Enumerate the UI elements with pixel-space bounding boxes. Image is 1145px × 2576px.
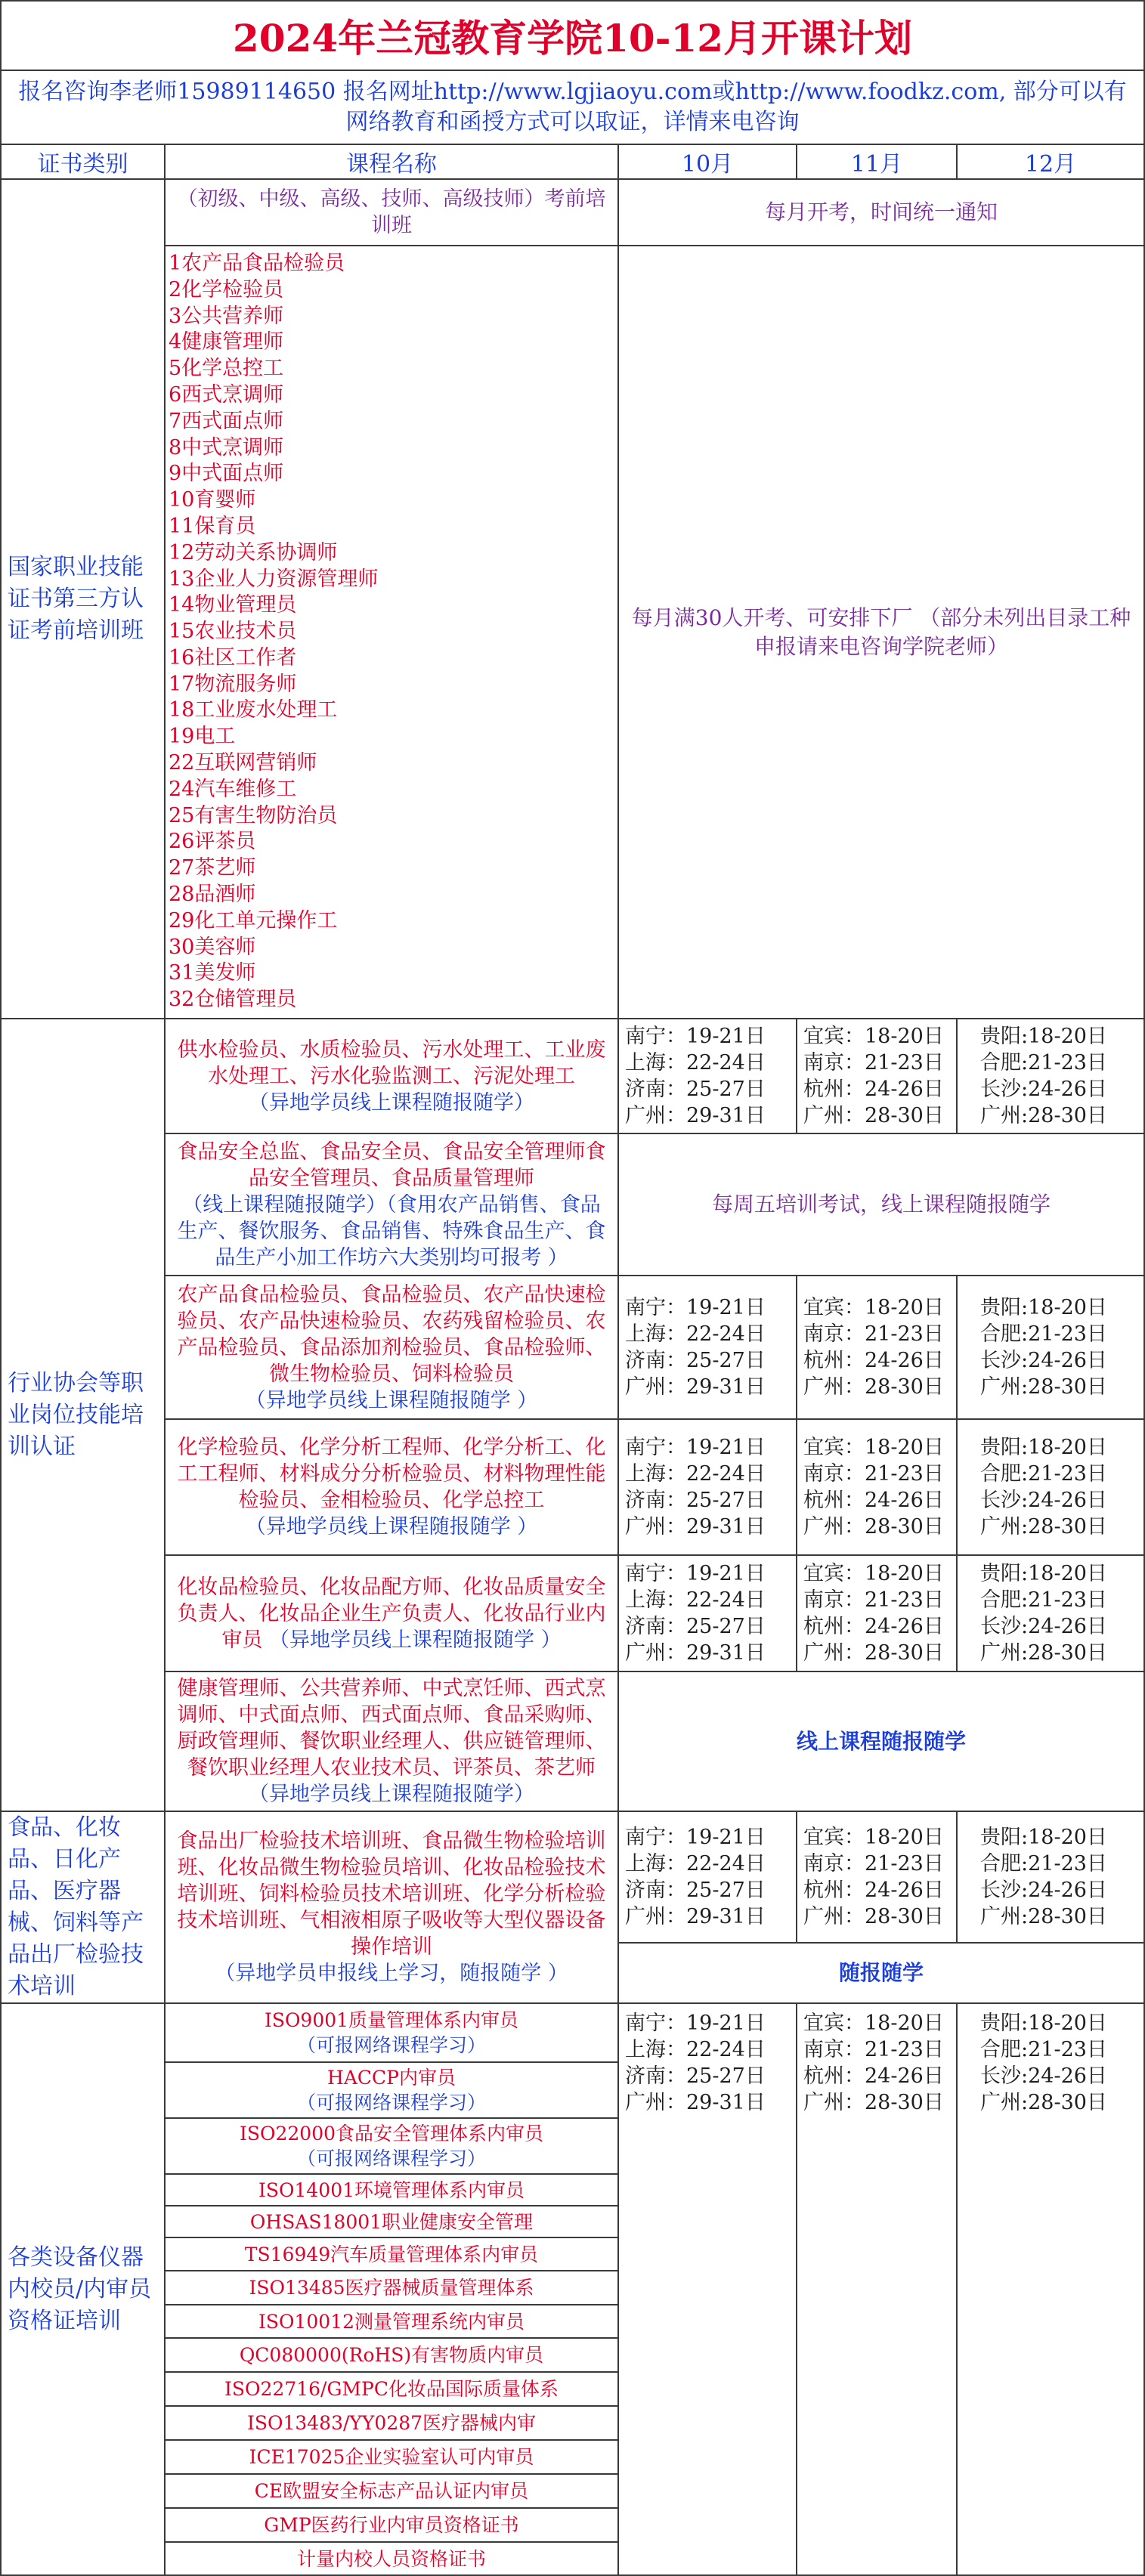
schedule-dec — [957, 1276, 1144, 1419]
course-remark: （可报网络课程学习） — [296, 2092, 486, 2114]
schedule-entry: 杭州：24-26日 — [803, 1878, 944, 1902]
equipment-course — [165, 2118, 618, 2174]
equipment-course: 计量内校人员资格证书 — [165, 2542, 618, 2575]
industry-health-note: 线上课程随报随学 — [618, 1671, 1144, 1811]
schedule-entry: 贵阳:18-20日 — [980, 1296, 1107, 1319]
schedule-entry: 贵阳:18-20日 — [980, 1025, 1107, 1048]
course-item: 16社区工作者 — [169, 645, 297, 670]
course-item: 7西式面点师 — [169, 409, 284, 433]
course-item: 8中式烹调师 — [169, 435, 284, 459]
schedule-entry: 宜宾：18-20日 — [803, 2012, 944, 2035]
schedule-entry: 广州：28-30日 — [803, 1515, 944, 1538]
schedule-entry: 合肥:21-23日 — [980, 1851, 1107, 1876]
course-item: 30美容师 — [169, 935, 256, 959]
course-item: 3公共营养师 — [169, 304, 284, 328]
contact-info: 报名咨询李老师15989114650 报名网址http://www.lgjiaoyu.com或http://www.foodkz.com, 部分可以有网络教育和函授方式可以取证，详情来电咨询 — [1, 70, 1144, 144]
schedule-entry: 合肥:21-23日 — [980, 1462, 1107, 1486]
schedule-entry: 长沙:24-26日 — [980, 1615, 1107, 1638]
category-industry: 行业协会等职业岗位技能培训认证 — [1, 1019, 165, 1811]
schedule-entry: 广州：29-31日 — [625, 2091, 766, 2114]
course-remark: （异地学员申报线上学习，随报随学 ） — [215, 1962, 568, 1985]
schedule-entry: 广州：28-30日 — [803, 1904, 944, 1928]
schedule-oct — [618, 1555, 797, 1671]
schedule-entry: 杭州：24-26日 — [803, 1349, 944, 1372]
industry-food-safety-note: 每周五培训考试，线上课程随报随学 — [618, 1133, 1144, 1276]
schedule-entry: 合肥:21-23日 — [980, 1322, 1107, 1346]
course-item: 31美发师 — [169, 961, 256, 985]
schedule-entry: 上海：22-24日 — [625, 2038, 766, 2061]
schedule-entry: 南宁：19-21日 — [625, 2012, 766, 2035]
product-course — [165, 1811, 618, 2003]
schedule-entry: 广州:28-30日 — [980, 1904, 1107, 1928]
course-name: 健康管理师、公共营养师、中式烹饪师、西式烹调师、中式面点师、西式面点师、食品采购师、厨政管理师、餐饮职业经理人、供应链管理师、餐饮职业经理人农业技术员、评茶员、茶艺师 — [177, 1677, 606, 1780]
header-nov: 11月 — [797, 144, 957, 179]
course-item: 6西式烹调师 — [169, 382, 284, 407]
equipment-course: CE欧盟安全标志产品认证内审员 — [165, 2474, 618, 2508]
header-category: 证书类别 — [1, 144, 165, 179]
schedule-entry: 合肥:21-23日 — [980, 1588, 1107, 1612]
course-name: 化学检验员、化学分析工程师、化学分析工、化工工程师、材料成分分析检验员、材料物理性能检验员、金相检验员、化学总控工 — [177, 1436, 606, 1512]
schedule-oct — [618, 1419, 797, 1555]
course-remark: （异地学员线上课程随报随学 ） — [269, 1628, 562, 1652]
schedule-entry: 上海：22-24日 — [625, 1462, 766, 1486]
equipment-course: ISO10012测量管理系统内审员 — [165, 2305, 618, 2338]
national-level-course: （初级、中级、高级、技师、高级技师）考前培训班 — [165, 179, 618, 246]
schedule-entry: 广州：28-30日 — [803, 1641, 944, 1665]
header-course: 课程名称 — [165, 144, 618, 179]
schedule-entry: 贵阳:18-20日 — [980, 2012, 1107, 2035]
course-remark: （异地学员线上课程随报随学） — [249, 1090, 534, 1115]
schedule-entry: 合肥:21-23日 — [980, 1051, 1107, 1075]
schedule-entry: 杭州：24-26日 — [803, 1489, 944, 1512]
equipment-course: ISO13485医疗器械质量管理体系 — [165, 2271, 618, 2305]
course-item: 2化学检验员 — [169, 277, 284, 302]
course-item: 27茶艺师 — [169, 856, 256, 880]
equipment-course: ISO13483/YY0287医疗器械内审 — [165, 2406, 618, 2440]
schedule-entry: 广州:28-30日 — [980, 1375, 1107, 1399]
schedule-entry: 广州:28-30日 — [980, 2091, 1107, 2114]
schedule-entry: 广州:28-30日 — [980, 1641, 1107, 1665]
course-name: 化妆品检验员、化妆品配方师、化妆品质量安全负责人、化妆品企业生产负责人、化妆品行业内审员 — [177, 1575, 606, 1652]
course-name: ISO9001质量管理体系内审员 — [264, 2009, 519, 2031]
schedule-entry: 宜宾：18-20日 — [803, 1436, 944, 1459]
schedule-entry: 广州：28-30日 — [803, 2091, 944, 2114]
course-item: 5化学总控工 — [169, 357, 284, 381]
course-remark: （异地学员线上课程随报随学 ） — [245, 1515, 538, 1538]
course-item: 10育婴师 — [169, 488, 256, 512]
course-remark: （异地学员线上课程随报随学 ） — [245, 1388, 538, 1412]
schedule-oct — [618, 1811, 797, 1943]
schedule-entry: 广州：28-30日 — [803, 1104, 944, 1127]
page-title: 2024年兰冠教育学院10-12月开课计划 — [1, 1, 1144, 70]
course-item: 26评茶员 — [169, 830, 256, 854]
schedule-entry: 长沙:24-26日 — [980, 1349, 1107, 1372]
schedule-entry: 宜宾：18-20日 — [803, 1025, 944, 1048]
course-item: 19电工 — [169, 725, 236, 749]
equipment-course: GMP医药行业内审员资格证书 — [165, 2508, 618, 2542]
schedule-entry: 杭州：24-26日 — [803, 1078, 944, 1101]
course-item: 15农业技术员 — [169, 620, 297, 644]
course-item: 32仓储管理员 — [169, 988, 297, 1012]
national-courses-note: 每月满30人开考、可安排下厂 （部分未列出目录工种申报请来电咨询学院老师） — [618, 246, 1144, 1019]
industry-cosmetic-course — [165, 1555, 618, 1671]
equipment-course: ISO14001环境管理体系内审员 — [165, 2174, 618, 2206]
equipment-course — [165, 2003, 618, 2062]
schedule-dec — [957, 1019, 1144, 1133]
national-course-list — [165, 246, 618, 1019]
course-item: 24汽车维修工 — [169, 777, 297, 801]
course-item: 18工业废水处理工 — [169, 698, 338, 722]
schedule-entry: 宜宾：18-20日 — [803, 1825, 944, 1849]
schedule-entry: 长沙:24-26日 — [980, 1489, 1107, 1512]
course-remark: （可报网络课程学习） — [296, 2148, 486, 2169]
category-national: 国家职业技能证书第三方认证考前培训班 — [1, 179, 165, 1019]
schedule-entry: 广州:28-30日 — [980, 1515, 1107, 1538]
header-oct: 10月 — [618, 144, 797, 179]
schedule-entry: 广州：29-31日 — [625, 1904, 766, 1928]
equipment-course: ISO22716/GMPC化妆品国际质量体系 — [165, 2372, 618, 2406]
course-remark: （可报网络课程学习） — [296, 2034, 486, 2056]
schedule-entry: 济南：25-27日 — [625, 1878, 766, 1902]
schedule-entry: 南京：21-23日 — [803, 1851, 944, 1876]
schedule-entry: 宜宾：18-20日 — [803, 1296, 944, 1319]
schedule-entry: 上海：22-24日 — [625, 1588, 766, 1612]
schedule-entry: 南京：21-23日 — [803, 1462, 944, 1486]
schedule-entry: 南京：21-23日 — [803, 1588, 944, 1612]
course-name: 供水检验员、水质检验员、污水处理工、工业废水处理工、污水化验监测工、污泥处理工 — [177, 1038, 606, 1088]
schedule-entry: 贵阳:18-20日 — [980, 1562, 1107, 1585]
course-name: 食品出厂检验技术培训班、食品微生物检验培训班、化妆品微生物检验员培训、化妆品检验技术培训班、饲料检验员技术培训班、化学分析检验技术培训班、气相液相原子吸收等大型仪器设备操作培训 — [177, 1829, 606, 1959]
course-item: 22互联网营销师 — [169, 751, 317, 775]
schedule-entry: 杭州：24-26日 — [803, 2064, 944, 2088]
schedule-entry: 宜宾：18-20日 — [803, 1562, 944, 1585]
course-item: 4健康管理师 — [169, 330, 284, 354]
schedule-entry: 济南：25-27日 — [625, 1349, 766, 1372]
course-name: HACCP内审员 — [327, 2067, 456, 2089]
schedule-entry: 广州：29-31日 — [625, 1104, 766, 1127]
schedule-entry: 贵阳:18-20日 — [980, 1436, 1107, 1459]
schedule-entry: 广州:28-30日 — [980, 1104, 1107, 1127]
national-level-note: 每月开考，时间统一通知 — [618, 179, 1144, 246]
course-item: 14物业管理员 — [169, 593, 297, 617]
schedule-entry: 上海：22-24日 — [625, 1851, 766, 1876]
course-item: 12劳动关系协调师 — [169, 540, 338, 564]
product-note: 随报随学 — [618, 1943, 1144, 2003]
schedule-entry: 济南：25-27日 — [625, 1078, 766, 1101]
course-item: 9中式面点师 — [169, 462, 284, 486]
schedule-entry: 贵阳:18-20日 — [980, 1825, 1107, 1849]
schedule-dec — [957, 1555, 1144, 1671]
category-product: 食品、化妆品、日化产品、医疗器械、饲料等产品出厂检验技术培训 — [1, 1811, 165, 2003]
course-item: 17物流服务师 — [169, 672, 297, 696]
schedule-oct — [618, 1276, 797, 1419]
schedule-dec — [957, 2003, 1144, 2575]
schedule-nov — [797, 1811, 957, 1943]
schedule-entry: 广州：29-31日 — [625, 1375, 766, 1399]
schedule-entry: 广州：28-30日 — [803, 1375, 944, 1399]
schedule-entry: 长沙:24-26日 — [980, 2064, 1107, 2088]
industry-health-course — [165, 1671, 618, 1811]
schedule-entry: 南京：21-23日 — [803, 1051, 944, 1075]
schedule-entry: 南宁：19-21日 — [625, 1436, 766, 1459]
industry-food-safety-course — [165, 1133, 618, 1276]
industry-agri-course — [165, 1276, 618, 1419]
industry-chem-course — [165, 1419, 618, 1555]
schedule-entry: 南京：21-23日 — [803, 1322, 944, 1346]
schedule-entry: 济南：25-27日 — [625, 1615, 766, 1638]
schedule-nov — [797, 1019, 957, 1133]
schedule-entry: 广州：29-31日 — [625, 1641, 766, 1665]
course-remark: （异地学员线上课程随报随学） — [249, 1783, 534, 1806]
schedule-entry: 南宁：19-21日 — [625, 1825, 766, 1849]
schedule-nov — [797, 1419, 957, 1555]
schedule-entry: 南宁：19-21日 — [625, 1296, 766, 1319]
schedule-nov — [797, 1555, 957, 1671]
schedule-entry: 上海：22-24日 — [625, 1051, 766, 1075]
schedule-entry: 济南：25-27日 — [625, 1489, 766, 1512]
schedule-dec — [957, 1811, 1144, 1943]
course-item: 1农产品食品检验员 — [169, 251, 345, 275]
schedule-nov — [797, 2003, 957, 2575]
industry-water-course — [165, 1019, 618, 1133]
equipment-course: ICE17025企业实验室认可内审员 — [165, 2440, 618, 2474]
schedule-dec — [957, 1419, 1144, 1555]
schedule-entry: 合肥:21-23日 — [980, 2038, 1107, 2061]
schedule-entry: 广州：29-31日 — [625, 1515, 766, 1538]
schedule-nov — [797, 1276, 957, 1419]
course-item: 28品酒师 — [169, 883, 256, 907]
course-name: ISO22000食品安全管理体系内审员 — [239, 2123, 544, 2145]
schedule-entry: 南宁：19-21日 — [625, 1562, 766, 1585]
equipment-course — [165, 2062, 618, 2118]
schedule-oct — [618, 2003, 797, 2575]
schedule-entry: 济南：25-27日 — [625, 2064, 766, 2088]
schedule-entry: 南京：21-23日 — [803, 2038, 944, 2061]
course-name: 农产品食品检验员、食品检验员、农产品快速检验员、农产品快速检验员、农药残留检验员、农产品检验员、食品添加剂检验员、食品检验师、微生物检验员、饲料检验员 — [177, 1282, 606, 1386]
course-remark: （线上课程随报随学）（食用农产品销售、食品生产、餐饮服务、食品销售、特殊食品生产、食品生产小加工作坊六大类别均可报考 ） — [177, 1192, 606, 1269]
course-name: 食品安全总监、食品安全员、食品安全管理师食品安全管理员、食品质量管理师 — [177, 1140, 606, 1190]
schedule-entry: 上海：22-24日 — [625, 1322, 766, 1346]
course-item: 29化工单元操作工 — [169, 908, 338, 932]
schedule-entry: 南宁：19-21日 — [625, 1025, 766, 1048]
schedule-entry: 长沙:24-26日 — [980, 1078, 1107, 1101]
course-item: 13企业人力资源管理师 — [169, 567, 379, 591]
equipment-course: QC080000(RoHS)有害物质内审员 — [165, 2338, 618, 2372]
schedule-entry: 杭州：24-26日 — [803, 1615, 944, 1638]
course-item: 25有害生物防治员 — [169, 803, 338, 827]
schedule-oct — [618, 1019, 797, 1133]
header-dec: 12月 — [957, 144, 1144, 179]
course-item: 11保育员 — [169, 514, 256, 538]
schedule-entry: 长沙:24-26日 — [980, 1878, 1107, 1902]
equipment-course: OHSAS18001职业健康安全管理 — [165, 2206, 618, 2237]
equipment-course: TS16949汽车质量管理体系内审员 — [165, 2237, 618, 2271]
category-equipment: 各类设备仪器内校员/内审员资格证培训 — [1, 2003, 165, 2575]
